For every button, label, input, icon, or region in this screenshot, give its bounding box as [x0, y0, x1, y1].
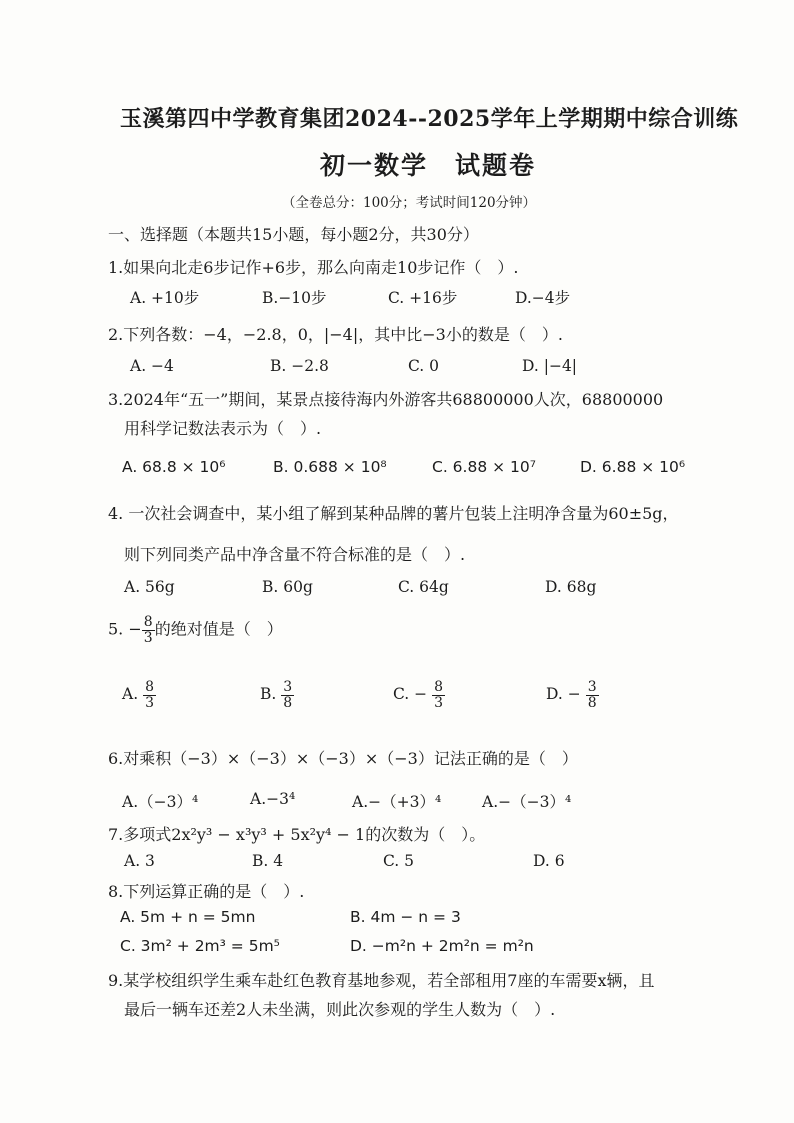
- q5-suffix: 的绝对值是（ ）: [154, 619, 283, 639]
- q3-option-b[interactable]: B. 0.688 × 10⁸: [273, 458, 387, 476]
- q2-option-b[interactable]: B. −2.8: [270, 357, 329, 375]
- q5-fraction-den: 3: [143, 629, 153, 646]
- q5-option-b-den: 8: [283, 694, 293, 711]
- q5-option-b-num: 3: [283, 679, 293, 695]
- q5-option-a-label: A.: [122, 685, 139, 704]
- question-9-stem-line1: 9.某学校组织学生乘车赴红色教育基地参观，若全部租用7座的车需要x辆，且: [108, 971, 655, 990]
- q5-option-c-fraction: [432, 680, 445, 710]
- question-4-stem-line1: 4. 一次社会调查中，某小组了解到某种品牌的薯片包装上注明净含量为60±5g，: [108, 504, 679, 523]
- q5-option-a-fraction: [143, 680, 156, 710]
- q7-option-b[interactable]: B. 4: [252, 852, 284, 870]
- q7-option-a[interactable]: A. 3: [124, 852, 155, 870]
- q2-option-a[interactable]: A. −4: [130, 357, 174, 375]
- q5-option-b-fraction: [281, 680, 294, 710]
- q1-option-d[interactable]: D.−4步: [515, 289, 571, 307]
- q4-option-a[interactable]: A. 56g: [124, 578, 175, 596]
- q5-option-d-sign: −: [567, 685, 581, 704]
- q1-option-b[interactable]: B.−10步: [262, 289, 327, 307]
- q5-option-a-num: 8: [145, 679, 154, 695]
- q6-option-d[interactable]: A.−（−3）⁴: [482, 793, 572, 811]
- q5-option-a[interactable]: [122, 680, 156, 710]
- question-9-stem-line2: 最后一辆车还差2人未坐满，则此次参观的学生人数为（ ）.: [124, 1000, 556, 1019]
- question-2-stem: 2.下列各数：−4，−2.8，0，|−4|，其中比−3小的数是（ ）.: [108, 325, 563, 344]
- q5-option-d-label: D.: [546, 685, 563, 704]
- q5-prefix: 5. −: [108, 619, 142, 639]
- q5-option-d-den: 8: [587, 694, 597, 711]
- q5-option-c-label: C.: [393, 685, 410, 704]
- q3-option-c[interactable]: C. 6.88 × 10⁷: [432, 458, 536, 476]
- q4-option-b[interactable]: B. 60g: [262, 578, 313, 596]
- q2-option-d[interactable]: D. |−4|: [522, 357, 578, 375]
- question-4-stem-line2: 则下列同类产品中净含量不符合标准的是（ ）.: [124, 545, 466, 564]
- q1-option-a[interactable]: A. +10步: [130, 289, 200, 307]
- q5-option-c-num: 8: [434, 679, 444, 695]
- question-3-stem-line1: 3.2024年“五一”期间，某景点接待海内外游客共68800000人次，68800000: [108, 390, 664, 409]
- q2-option-c[interactable]: C. 0: [408, 357, 440, 375]
- q6-option-c[interactable]: A.−（+3）⁴: [352, 793, 442, 811]
- question-3-stem-line2: 用科学记数法表示为（ ）.: [124, 419, 322, 438]
- q6-option-a[interactable]: A.（−3）⁴: [122, 793, 199, 811]
- q3-option-a[interactable]: A. 68.8 × 10⁶: [122, 458, 226, 476]
- q8-option-c[interactable]: C. 3m² + 2m³ = 5m⁵: [120, 937, 280, 955]
- q8-option-a[interactable]: A. 5m + n = 5mn: [120, 908, 256, 926]
- q5-fraction: [142, 615, 155, 645]
- q5-option-d[interactable]: [546, 680, 599, 710]
- q6-option-b[interactable]: A.−3⁴: [250, 790, 296, 808]
- q5-option-b-label: B.: [260, 685, 277, 704]
- q8-option-d[interactable]: D. −m²n + 2m²n = m²n: [350, 937, 534, 955]
- question-1-stem: 1.如果向北走6步记作+6步，那么向南走10步记作（ ）.: [108, 258, 519, 277]
- exam-note: （全卷总分：100分；考试时间120分钟）: [282, 195, 537, 211]
- q4-option-c[interactable]: C. 64g: [398, 578, 449, 596]
- q5-option-d-fraction: [586, 680, 599, 710]
- q4-option-d[interactable]: D. 68g: [545, 578, 597, 596]
- question-5-stem: [108, 615, 283, 645]
- q8-option-b[interactable]: B. 4m − n = 3: [350, 908, 461, 926]
- exam-subtitle: 初一数学 试题卷: [320, 151, 537, 180]
- section-heading: 一、选择题（本题共15小题，每小题2分，共30分）: [108, 225, 479, 244]
- q7-option-d[interactable]: D. 6: [533, 852, 565, 870]
- exam-title: 玉溪第四中学教育集团2024--2025学年上学期期中综合训练: [120, 106, 739, 132]
- q5-option-a-den: 3: [145, 694, 154, 711]
- question-7-stem: 7.多项式2x²y³ − x³y³ + 5x²y⁴ − 1的次数为（ ）。: [108, 825, 486, 844]
- q5-option-c-sign: −: [414, 685, 428, 704]
- q5-fraction-num: 8: [143, 614, 153, 630]
- q5-option-c-den: 3: [434, 694, 444, 711]
- q5-option-c[interactable]: [393, 680, 445, 710]
- q1-option-c[interactable]: C. +16步: [388, 289, 458, 307]
- q3-option-d[interactable]: D. 6.88 × 10⁶: [580, 458, 686, 476]
- question-6-stem: 6.对乘积（−3）×（−3）×（−3）×（−3）记法正确的是（ ）: [108, 749, 578, 768]
- question-8-stem: 8.下列运算正确的是（ ）.: [108, 882, 305, 901]
- q7-option-c[interactable]: C. 5: [383, 852, 415, 870]
- q5-option-d-num: 3: [587, 679, 597, 695]
- q5-option-b[interactable]: [260, 680, 294, 710]
